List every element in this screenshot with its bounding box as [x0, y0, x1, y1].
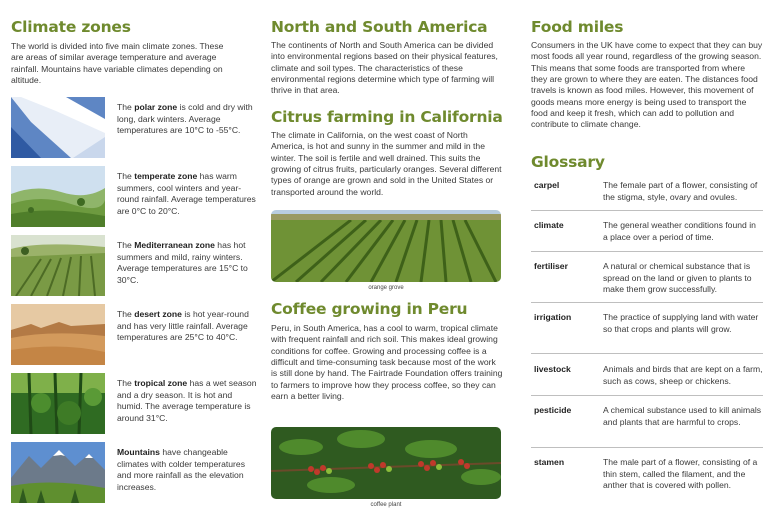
americas-heading: North and South America: [271, 18, 488, 36]
glossary-term: irrigation: [534, 312, 572, 322]
glossary-definition: Animals and birds that are kept on a farm, such as cows, sheep or chickens.: [603, 364, 763, 386]
glossary-definition: The male part of a flower, consisting of a thin stem, called the filament, and the anther that is covered with pollen.: [603, 457, 758, 491]
glossary-definition: The female part of a flower, consisting of the stigma, style, ovary and ovules.: [603, 180, 758, 202]
climate-zones-intro: The world is divided into five main climate zones. These are areas of similar average temperature and average rainfall. Mountains have variable climates depending on altitude.: [11, 41, 224, 86]
glossary-divider: [531, 395, 763, 396]
zone-mediterranean: [11, 235, 256, 298]
zone-temperate-name: temperate zone: [134, 171, 198, 181]
glossary-term: stamen: [534, 457, 565, 467]
vineyard-image: [11, 235, 105, 296]
glossary-divider: [531, 302, 763, 303]
zone-mountains-text: Mountains have changeable climates with colder temperatures and more rainfall as the elevation increases.: [117, 447, 245, 493]
americas-text: The continents of North and South America can be divided into environmental regions based on their physical features, climate and soil types. The characteristics of these environmental regions determine which type of farming will thrive in that area.: [271, 40, 498, 96]
zone-mountains-name: Mountains: [117, 447, 160, 457]
mountains-image: [11, 442, 105, 503]
coffee-text: Peru, in South America, has a cool to warm, tropical climate with frequent rainfall and rich soil. This makes ideal growing conditions for coffee. Growing and processing coffee is a difficult and time-consuming task because most of the work is still done by hand. The Fairtrade Foundation offers training to farmers to improve how they process coffee, so they can earn a better living.: [271, 323, 503, 402]
climate-zones-heading: Climate zones: [11, 18, 131, 36]
zone-desert-name: desert zone: [134, 309, 182, 319]
glossary-term: carpel: [534, 180, 560, 190]
food-miles-heading: Food miles: [531, 18, 624, 36]
glossary-divider: [531, 210, 763, 211]
glossary-definition: A chemical substance used to kill animals and plants that are harmful to crops.: [603, 405, 762, 427]
polar-ice-image: [11, 97, 105, 158]
zone-tropical-name: tropical zone: [134, 378, 188, 388]
zone-temperate-text: The temperate zone has warm summers, cool winters and year-round rainfall. Average temperatures are 0°C to 20°C.: [117, 171, 256, 217]
coffee-plant-image: [271, 427, 501, 499]
glossary-term: pesticide: [534, 405, 572, 415]
glossary-term: climate: [534, 220, 564, 230]
zone-polar-text: The polar zone is cold and dry with long, dark winters. Average temperatures are 10°C to -55°C.: [117, 102, 253, 136]
zone-desert-text: The desert zone is hot year-round and has very little rainfall. Average temperatures are 25°C to 40°C.: [117, 309, 249, 343]
glossary-definition: A natural or chemical substance that is spread on the land or given to plants to make them grow successfully.: [603, 261, 752, 295]
glossary-term: livestock: [534, 364, 571, 374]
rainforest-image: [11, 373, 105, 434]
zone-desert: [11, 304, 256, 367]
coffee-heading: Coffee growing in Peru: [271, 300, 468, 318]
zone-mediterranean-name: Mediterranean zone: [134, 240, 215, 250]
glossary-heading: Glossary: [531, 153, 605, 171]
zone-mountains: [11, 442, 256, 505]
zone-temperate: [11, 166, 256, 229]
desert-image: [11, 304, 105, 365]
zone-polar-name: polar zone: [134, 102, 178, 112]
glossary-definition: The general weather conditions found in a place over a period of time.: [603, 220, 756, 242]
orange-grove-caption: orange grove: [368, 285, 404, 291]
glossary-divider: [531, 353, 763, 354]
zone-tropical-text: The tropical zone has a wet season and a dry season. It is hot and humid. The average temperature is around 31°C.: [117, 378, 257, 424]
orange-grove-image: [271, 210, 501, 282]
food-miles-text: Consumers in the UK have come to expect that they can buy most foods all year round, regardless of the growing season. This means that some foods are transported from where they are grown to where they are eaten. The distances food travels is known as food miles. However, this movement of goods means more energy is being used to transport the food and keep it fresh, which can add to pollution and contribute to climate change.: [531, 40, 763, 130]
citrus-heading: Citrus farming in California: [271, 108, 503, 126]
temperate-hills-image: [11, 166, 105, 227]
glossary-definition: The practice of supplying land with water so that crops and plants will grow.: [603, 312, 759, 334]
zone-mediterranean-text: The Mediterranean zone has hot summers and mild, rainy winters. Average temperatures are 15°C to 30°C.: [117, 240, 248, 286]
coffee-plant-caption: coffee plant: [370, 502, 402, 508]
glossary-term: fertiliser: [534, 261, 568, 271]
zone-tropical: [11, 373, 256, 436]
citrus-text: The climate in California, on the west coast of North America, is hot and sunny in the summer and mild in the winter. The soil is fertile and well drained. This suits the growing of citrus fruits, particularly oranges. Several different types of orange are grown and sold in the United States or transported around the world.: [271, 130, 502, 197]
zone-polar: [11, 97, 256, 160]
glossary-divider: [531, 251, 763, 252]
glossary-divider: [531, 447, 763, 448]
